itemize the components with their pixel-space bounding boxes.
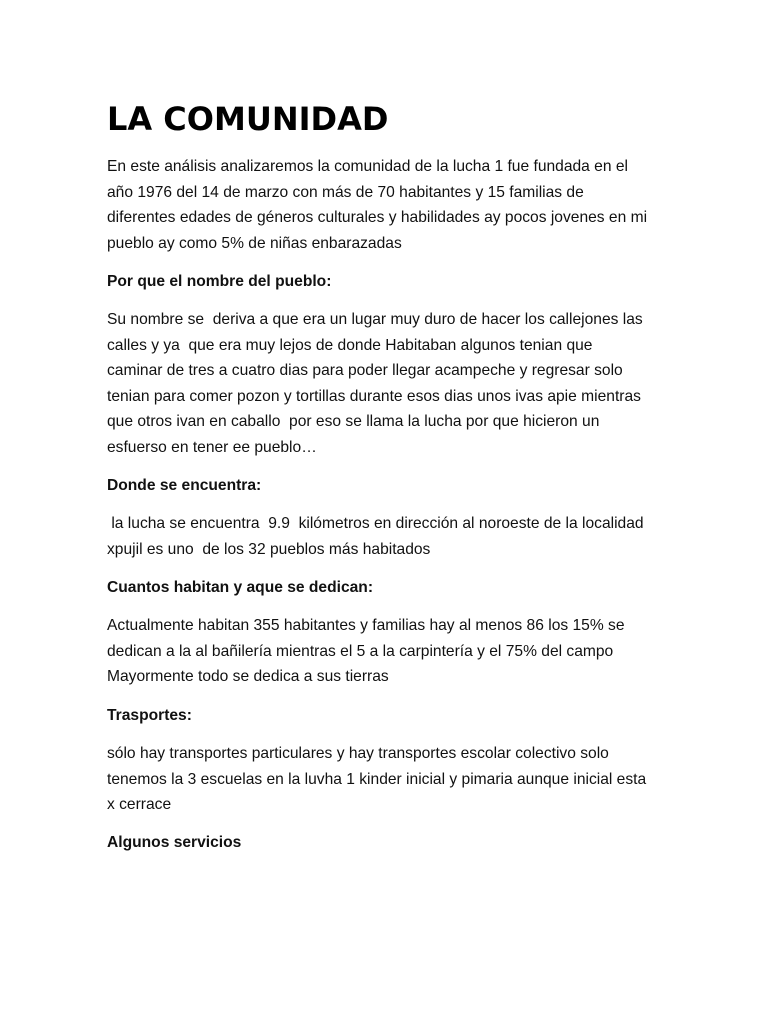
paragraph-line: xpujil es uno de los 32 pueblos más habitados bbox=[107, 540, 431, 558]
paragraph-line: Mayormente todo se dedica a sus tierras bbox=[107, 668, 389, 686]
paragraph-line: tenemos la 3 escuelas en la luvha 1 kinder inicial y pimaria aunque inicial esta bbox=[107, 770, 647, 788]
paragraph-line: Su nombre se deriva a que era un lugar muy duro de hacer los callejones las bbox=[107, 311, 643, 328]
paragraph-line: caminar de tres a cuatro dias para poder llegar acampeche y regresar solo bbox=[107, 362, 623, 380]
section-heading-ubicacion: Donde se encuentra: bbox=[107, 477, 262, 494]
paragraph-line: Actualmente habitan 355 habitantes y familias hay al menos 86 los 15% se bbox=[107, 617, 625, 634]
paragraph-line: pueblo ay como 5% de niñas enbarazadas bbox=[107, 234, 402, 252]
paragraph-line: calles y ya que era muy lejos de donde Habitaban algunos tenian que bbox=[107, 336, 593, 354]
paragraph-line: sólo hay transportes particulares y hay transportes escolar colectivo solo bbox=[107, 745, 609, 762]
paragraph-line: año 1976 del 14 de marzo con más de 70 habitantes y 15 familias de bbox=[107, 183, 584, 201]
section-heading-habitantes: Cuantos habitan y aque se dedican: bbox=[107, 579, 374, 596]
section-heading-servicios: Algunos servicios bbox=[107, 834, 242, 851]
section-paragraph-nombre bbox=[107, 307, 667, 461]
paragraph-line: En este análisis analizaremos la comunidad de la lucha 1 fue fundada en el bbox=[107, 158, 628, 175]
paragraph-line: la lucha se encuentra 9.9 kilómetros en dirección al noroeste de la localidad bbox=[107, 515, 644, 532]
section-heading-nombre: Por que el nombre del pueblo: bbox=[107, 273, 332, 290]
section-paragraph-transportes bbox=[107, 741, 667, 818]
paragraph-line: esfuerso en tener ee pueblo… bbox=[107, 438, 317, 456]
intro-paragraph bbox=[107, 154, 667, 256]
section-paragraph-ubicacion bbox=[107, 511, 667, 562]
section-paragraph-habitantes bbox=[107, 613, 667, 690]
paragraph-line: dedican a la al bañilería mientras el 5 a la carpintería y el 75% del campo bbox=[107, 642, 614, 660]
paragraph-line: tenian para comer pozon y tortillas durante esos dias unos ivas apie mientras bbox=[107, 387, 641, 405]
section-heading-transportes: Trasportes: bbox=[107, 707, 192, 724]
paragraph-line: x cerrace bbox=[107, 796, 172, 814]
paragraph-line: diferentes edades de géneros culturales y habilidades ay pocos jovenes en mi bbox=[107, 209, 648, 227]
paragraph-line: que otros ivan en caballo por eso se llama la lucha por que hicieron un bbox=[107, 413, 600, 431]
page-title: LA COMUNIDAD bbox=[107, 100, 389, 138]
